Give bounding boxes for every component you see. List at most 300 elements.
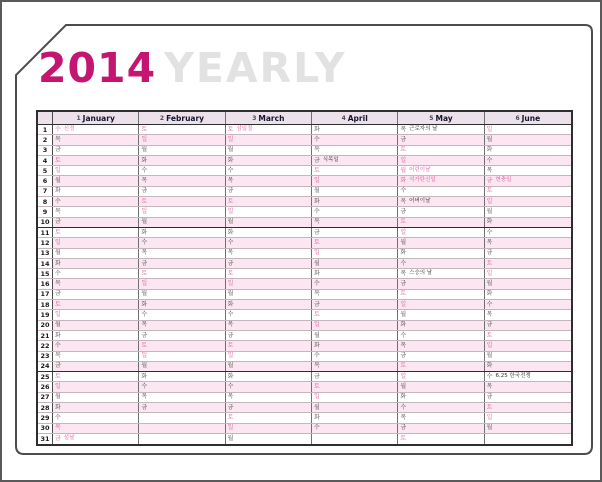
dow-label: 금 xyxy=(314,372,320,380)
dow-label: 월 xyxy=(55,321,61,329)
calendar-cell xyxy=(53,413,139,422)
calendar-cell xyxy=(485,197,571,206)
calendar-cell xyxy=(226,218,312,227)
day-number: 10 xyxy=(38,218,53,227)
calendar-cell xyxy=(53,279,139,288)
calendar-row xyxy=(38,403,571,413)
dow-label: 일 xyxy=(486,269,493,277)
dow-label: 수 xyxy=(314,280,320,288)
dow-label: 목 xyxy=(227,177,234,185)
dow-label: 월 xyxy=(486,352,493,360)
dow-label: 일 xyxy=(486,125,493,133)
calendar-row xyxy=(38,279,571,289)
dow-label: 금 xyxy=(400,352,407,360)
dow-label: 수 xyxy=(400,259,407,267)
dow-label: 금 xyxy=(400,135,407,143)
dow-label: 월 xyxy=(314,403,320,411)
dow-label: 금 xyxy=(400,280,407,288)
day-number: 5 xyxy=(38,166,53,175)
calendar-cell xyxy=(53,197,139,206)
calendar-row xyxy=(38,176,571,186)
dow-label: 목 xyxy=(227,249,234,257)
calendar-cell xyxy=(485,300,571,309)
calendar-cell xyxy=(398,269,484,278)
calendar-row xyxy=(38,259,571,269)
year-text: 2014 xyxy=(38,44,157,92)
dow-label: 목 xyxy=(486,310,493,318)
month-name: June xyxy=(521,113,541,123)
dow-label: 수 xyxy=(486,156,493,164)
dow-label: 목 xyxy=(486,238,493,246)
dow-label: 화 xyxy=(314,269,320,277)
calendar-row xyxy=(38,310,571,320)
dow-label: 수 xyxy=(55,197,61,205)
dow-label: 화 xyxy=(400,321,407,329)
dow-label: 수 xyxy=(486,372,493,380)
dow-label: 수 xyxy=(400,187,407,195)
dow-label: 토 xyxy=(55,300,61,308)
calendar-cell xyxy=(312,382,398,391)
calendar-cell xyxy=(139,279,225,288)
calendar-cell xyxy=(226,434,312,444)
calendar-cell xyxy=(226,331,312,340)
dow-label: 금 xyxy=(400,424,407,432)
calendar-cell xyxy=(226,146,312,155)
dow-label: 토 xyxy=(314,238,320,246)
calendar-cell xyxy=(226,207,312,216)
day-number: 7 xyxy=(38,187,53,196)
calendar-cell xyxy=(398,393,484,402)
dow-label: 금 xyxy=(486,393,493,401)
calendar-cell xyxy=(398,413,484,422)
calendar-cell xyxy=(312,135,398,144)
calendar-cell xyxy=(53,403,139,412)
calendar-cell xyxy=(312,341,398,350)
calendar-cell xyxy=(53,290,139,299)
calendar-cell xyxy=(139,300,225,309)
calendar-cell xyxy=(53,372,139,381)
dow-label: 화 xyxy=(486,290,493,298)
dow-label: 금 xyxy=(55,146,61,154)
calendar-row xyxy=(38,238,571,248)
dow-label: 월 xyxy=(141,362,148,370)
calendar-cell xyxy=(312,156,398,165)
dow-label: 토 xyxy=(314,166,320,174)
month-number: 2 xyxy=(159,114,165,122)
dow-label: 수 xyxy=(227,383,234,391)
dow-label: 목 xyxy=(141,393,148,401)
day-number: 11 xyxy=(38,228,53,237)
calendar-cell xyxy=(226,290,312,299)
calendar-cell xyxy=(226,321,312,330)
calendar-cell xyxy=(398,197,484,206)
dow-label: 토 xyxy=(55,156,61,164)
calendar-cell xyxy=(398,341,484,350)
calendar-row xyxy=(38,249,571,259)
calendar-cell xyxy=(139,187,225,196)
dow-label: 금 xyxy=(141,403,148,411)
dow-label: 목 xyxy=(486,383,493,391)
calendar-cell xyxy=(226,310,312,319)
calendar-cell xyxy=(226,372,312,381)
dow-label: 토 xyxy=(314,383,320,391)
calendar-cell xyxy=(53,382,139,391)
dow-label: 목 xyxy=(227,321,234,329)
dow-label: 토 xyxy=(55,228,61,236)
dow-label: 수 xyxy=(486,228,493,236)
dow-label: 수 xyxy=(55,269,61,277)
dow-label: 월 xyxy=(227,362,234,370)
calendar-cell xyxy=(312,218,398,227)
month-header xyxy=(485,112,571,124)
dow-label: 화 xyxy=(55,259,61,267)
holiday-label: 근로자의 날 xyxy=(409,125,438,132)
dow-label: 수 xyxy=(55,341,61,349)
calendar-cell xyxy=(226,269,312,278)
calendar-cell xyxy=(139,156,225,165)
dow-label: 일 xyxy=(55,166,61,174)
calendar-cell xyxy=(398,125,484,134)
dow-label: 수 xyxy=(486,300,493,308)
month-number: 1 xyxy=(76,114,81,122)
day-number: 25 xyxy=(38,372,53,381)
dow-label: 일 xyxy=(400,300,407,308)
calendar-cell xyxy=(398,331,484,340)
dow-label: 일 xyxy=(141,352,148,360)
calendar-row xyxy=(38,166,571,176)
calendar-cell xyxy=(312,290,398,299)
dow-label: 일 xyxy=(141,280,148,288)
dow-label: 일 xyxy=(314,177,320,185)
dow-label: 수 xyxy=(314,352,320,360)
dow-label: 토 xyxy=(141,269,148,277)
dow-label: 화 xyxy=(486,146,493,154)
dow-label: 수 xyxy=(227,238,234,246)
calendar-cell xyxy=(312,228,398,237)
calendar-cell xyxy=(53,424,139,433)
calendar-cell xyxy=(226,259,312,268)
calendar-cell xyxy=(139,424,225,433)
calendar-cell xyxy=(139,393,225,402)
dow-label: 월 xyxy=(227,435,234,443)
calendar-row xyxy=(38,372,571,382)
dow-label: 일 xyxy=(141,208,148,216)
calendar-cell xyxy=(312,403,398,412)
dow-label: 토 xyxy=(55,372,61,380)
dow-label: 월 xyxy=(400,238,407,246)
calendar-row xyxy=(38,434,571,444)
calendar-cell xyxy=(139,321,225,330)
calendar-cell xyxy=(139,176,225,185)
dow-label: 일 xyxy=(400,372,407,380)
dow-label: 목 xyxy=(141,249,148,257)
calendar-row xyxy=(38,228,571,238)
calendar-cell xyxy=(485,393,571,402)
dow-label: 일 xyxy=(227,280,234,288)
dow-label: 금 xyxy=(486,321,493,329)
calendar-cell xyxy=(139,207,225,216)
dow-label: 목 xyxy=(314,218,320,226)
calendar-cell xyxy=(226,125,312,134)
dow-label: 토 xyxy=(141,197,148,205)
dow-label: 화 xyxy=(141,372,148,380)
dow-label: 금 xyxy=(55,362,61,370)
calendar-cell xyxy=(485,228,571,237)
dow-label: 일 xyxy=(227,352,234,360)
dow-label: 토 xyxy=(141,341,148,349)
dow-label: 화 xyxy=(400,177,407,185)
dow-label: 토 xyxy=(486,331,493,339)
calendar-cell xyxy=(398,403,484,412)
calendar-cell xyxy=(485,166,571,175)
calendar-cell xyxy=(398,310,484,319)
dow-label: 일 xyxy=(55,238,61,246)
day-number: 6 xyxy=(38,176,53,185)
calendar-cell xyxy=(139,135,225,144)
calendar-row xyxy=(38,187,571,197)
calendar-cell xyxy=(312,310,398,319)
dow-label: 목 xyxy=(400,197,407,205)
dow-label: 월 xyxy=(486,208,493,216)
calendar-cell xyxy=(398,146,484,155)
dow-label: 금 xyxy=(486,177,493,185)
month-header xyxy=(53,112,139,124)
month-number: 5 xyxy=(429,114,434,122)
calendar-cell xyxy=(139,352,225,361)
dow-label: 목 xyxy=(55,424,61,432)
calendar-cell xyxy=(312,300,398,309)
calendar-cell xyxy=(398,352,484,361)
dow-label: 일 xyxy=(55,383,61,391)
calendar-cell xyxy=(312,176,398,185)
dow-label: 일 xyxy=(486,341,493,349)
dow-label: 월 xyxy=(227,146,234,154)
dow-label: 수 xyxy=(227,166,234,174)
dow-label: 토 xyxy=(400,146,407,154)
calendar-cell xyxy=(485,125,571,134)
dow-label: 금 xyxy=(314,300,320,308)
calendar-cell xyxy=(485,321,571,330)
calendar-row xyxy=(38,393,571,403)
day-number: 30 xyxy=(38,424,53,433)
day-number: 20 xyxy=(38,321,53,330)
calendar-cell xyxy=(53,434,139,444)
calendar-cell xyxy=(139,269,225,278)
day-number: 13 xyxy=(38,249,53,258)
calendar-cell xyxy=(226,393,312,402)
calendar-cell xyxy=(312,393,398,402)
dow-label: 목 xyxy=(141,177,148,185)
calendar-cell xyxy=(398,156,484,165)
calendar-cell xyxy=(139,238,225,247)
calendar-cell xyxy=(312,166,398,175)
dow-label: 일 xyxy=(55,310,61,318)
dow-label: 월 xyxy=(314,187,320,195)
calendar-cell xyxy=(53,321,139,330)
calendar-cell xyxy=(226,156,312,165)
day-number: 23 xyxy=(38,352,53,361)
dow-label: 수 xyxy=(141,310,148,318)
month-number: 4 xyxy=(341,114,346,122)
month-header xyxy=(398,112,484,124)
dow-label: 화 xyxy=(227,372,234,380)
dow-label: 수 xyxy=(400,331,407,339)
calendar-cell xyxy=(312,331,398,340)
day-number: 18 xyxy=(38,300,53,309)
calendar-cell xyxy=(139,341,225,350)
month-header xyxy=(139,112,225,124)
calendar-cell xyxy=(398,218,484,227)
calendar-cell xyxy=(312,238,398,247)
calendar-row xyxy=(38,125,571,135)
day-number: 16 xyxy=(38,279,53,288)
dow-label: 화 xyxy=(141,300,148,308)
calendar-cell xyxy=(485,362,571,371)
dow-label: 금 xyxy=(55,218,61,226)
calendar-cell xyxy=(53,238,139,247)
calendar-cell xyxy=(398,238,484,247)
dow-label: 목 xyxy=(400,125,407,133)
calendar-cell xyxy=(53,125,139,134)
dow-label: 화 xyxy=(227,300,234,308)
calendar-cell xyxy=(139,218,225,227)
dow-label: 금 xyxy=(227,187,234,195)
calendar-cell xyxy=(485,156,571,165)
dow-label: 일 xyxy=(227,135,234,143)
month-name: March xyxy=(258,113,285,123)
calendar-row xyxy=(38,290,571,300)
calendar-cell xyxy=(53,341,139,350)
dow-label: 목 xyxy=(400,413,407,421)
calendar-cell xyxy=(139,403,225,412)
calendar-cell xyxy=(312,125,398,134)
dow-label: 수 xyxy=(141,166,148,174)
calendar-cell xyxy=(139,146,225,155)
dow-label: 목 xyxy=(400,269,407,277)
dow-label: 토 xyxy=(227,269,234,277)
day-number: 2 xyxy=(38,135,53,144)
dow-label: 토 xyxy=(141,125,148,133)
dow-label: 수 xyxy=(141,383,148,391)
holiday-label: 삼일절 xyxy=(236,125,253,132)
calendar-cell xyxy=(139,310,225,319)
day-number: 15 xyxy=(38,269,53,278)
dow-label: 월 xyxy=(55,249,61,257)
dow-label: 수 xyxy=(227,310,234,318)
calendar-cell xyxy=(485,341,571,350)
calendar-row xyxy=(38,341,571,351)
calendar-row xyxy=(38,413,571,423)
day-number: 22 xyxy=(38,341,53,350)
day-number: 3 xyxy=(38,146,53,155)
dow-label: 화 xyxy=(55,187,61,195)
calendar-cell xyxy=(398,166,484,175)
dow-label: 일 xyxy=(486,413,493,421)
day-number: 26 xyxy=(38,382,53,391)
day-number: 9 xyxy=(38,207,53,216)
calendar-cell xyxy=(312,434,398,444)
calendar-cell xyxy=(485,146,571,155)
calendar-cell xyxy=(139,197,225,206)
dow-label: 화 xyxy=(400,249,407,257)
calendar-cell xyxy=(53,352,139,361)
dow-label: 토 xyxy=(486,259,493,267)
dow-label: 월 xyxy=(141,290,148,298)
calendar-cell xyxy=(398,207,484,216)
dow-label: 금 xyxy=(141,187,148,195)
dow-label: 화 xyxy=(141,156,148,164)
holiday-label: 6.25 한국전쟁 xyxy=(495,373,531,380)
month-number: 6 xyxy=(515,114,520,122)
calendar-cell xyxy=(226,413,312,422)
month-name: May xyxy=(435,113,453,123)
dow-label: 금 xyxy=(486,249,493,257)
dow-label: 화 xyxy=(55,403,61,411)
calendar-cell xyxy=(53,393,139,402)
calendar-cell xyxy=(398,228,484,237)
calendar-row xyxy=(38,321,571,331)
calendar-cell xyxy=(398,249,484,258)
calendar-cell xyxy=(398,372,484,381)
calendar-cell xyxy=(226,352,312,361)
month-header xyxy=(312,112,398,124)
dow-label: 토 xyxy=(227,125,234,133)
calendar-row xyxy=(38,156,571,166)
calendar-cell xyxy=(312,362,398,371)
calendar-cell xyxy=(398,321,484,330)
calendar-cell xyxy=(139,331,225,340)
dow-label: 금 xyxy=(227,259,234,267)
calendar-cell xyxy=(139,259,225,268)
dow-label: 수 xyxy=(55,125,61,133)
dow-label: 월 xyxy=(141,146,148,154)
dow-label: 화 xyxy=(314,197,320,205)
calendar-cell xyxy=(312,424,398,433)
corner-cell xyxy=(38,112,53,124)
dow-label: 목 xyxy=(55,135,61,143)
calendar-cell xyxy=(398,135,484,144)
month-header-row xyxy=(38,112,571,125)
calendar-cell xyxy=(485,424,571,433)
dow-label: 일 xyxy=(227,208,234,216)
calendar-cell xyxy=(226,341,312,350)
dow-label: 금 xyxy=(55,290,61,298)
dow-label: 월 xyxy=(227,290,234,298)
holiday-label: 석가탄신일 xyxy=(409,177,436,184)
calendar-cell xyxy=(398,382,484,391)
dow-label: 월 xyxy=(400,166,407,174)
dow-label: 금 xyxy=(314,156,320,164)
calendar-cell xyxy=(485,382,571,391)
dow-label: 수 xyxy=(55,413,61,421)
calendar-cell xyxy=(485,290,571,299)
dow-label: 수 xyxy=(314,135,320,143)
calendar-cell xyxy=(485,310,571,319)
dow-label: 토 xyxy=(227,197,234,205)
dow-label: 수 xyxy=(314,424,320,432)
calendar-cell xyxy=(226,176,312,185)
dow-label: 월 xyxy=(141,218,148,226)
calendar-cell xyxy=(226,166,312,175)
calendar-cell xyxy=(398,434,484,444)
dow-label: 목 xyxy=(55,280,61,288)
calendar-cell xyxy=(139,290,225,299)
month-name: April xyxy=(347,113,368,123)
calendar-cell xyxy=(312,269,398,278)
calendar-cell xyxy=(312,146,398,155)
calendar-cell xyxy=(312,279,398,288)
dow-label: 토 xyxy=(400,218,407,226)
